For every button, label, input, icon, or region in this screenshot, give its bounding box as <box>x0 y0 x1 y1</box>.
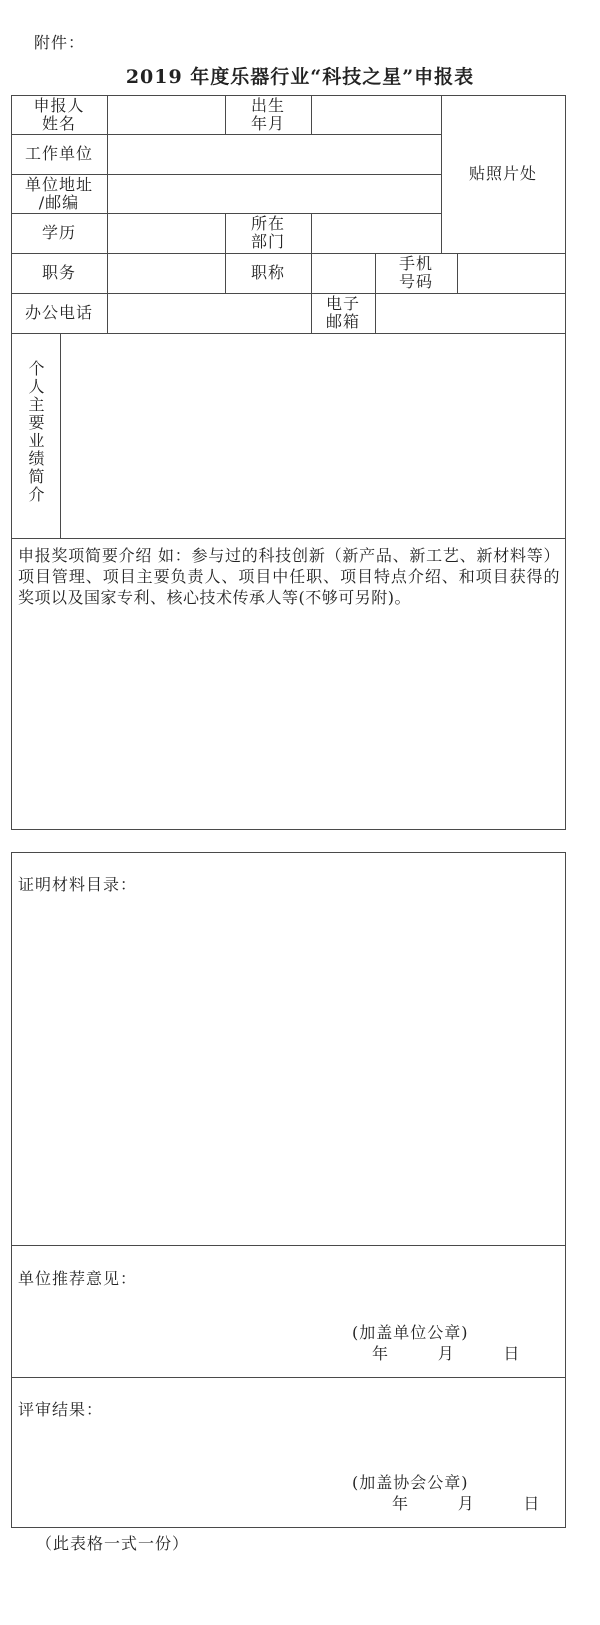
position-label: 职务 <box>41 263 76 282</box>
title-rank-field[interactable] <box>312 254 375 293</box>
work-unit-field[interactable] <box>108 135 441 174</box>
birth-date-field[interactable] <box>312 96 441 134</box>
photo-area[interactable]: 贴照片处 <box>468 164 537 183</box>
department-field[interactable] <box>312 214 441 253</box>
education-field[interactable] <box>108 214 225 253</box>
office-phone-label: 办公电话 <box>24 303 93 322</box>
email-field[interactable] <box>376 294 565 333</box>
unit-address-field[interactable] <box>108 175 441 213</box>
proof-list-label: 证明材料目录： <box>18 875 138 894</box>
award-intro-text: 申报奖项简要介绍 如：参与过的科技创新（新产品、新工艺、新材料等）项目管理、项目主要负责人、项目中任职、项目特点介绍、和项目获得的奖项以及国家专利、核心技术传承人等(不够可另附)。 <box>18 546 560 607</box>
association-seal-note: (加盖协会公章) <box>352 1473 469 1492</box>
education-label: 学历 <box>41 223 76 242</box>
unit-date: 年 月 日 <box>372 1344 521 1363</box>
department-label: 所在 部门 <box>250 214 285 251</box>
attachment-label: 附件： <box>34 33 86 52</box>
review-date: 年 月 日 <box>392 1494 541 1513</box>
birth-date-label: 出生 年月 <box>250 95 285 133</box>
work-unit-label: 工作单位 <box>24 144 93 163</box>
review-result-label: 评审结果： <box>18 1400 104 1419</box>
award-intro-field[interactable] <box>12 615 565 829</box>
form-title: 2019 年度乐器行业“科技之星”申报表 <box>125 66 475 88</box>
achievements-label: 个人主要业绩简介 <box>26 360 45 504</box>
unit-recommend-label: 单位推荐意见： <box>18 1269 138 1288</box>
office-phone-field[interactable] <box>108 294 311 333</box>
mobile-field[interactable] <box>458 254 565 293</box>
unit-address-label: 单位地址 /邮编 <box>24 174 93 212</box>
applicant-name-field[interactable] <box>108 96 225 134</box>
proof-list-field[interactable] <box>12 900 565 1245</box>
mobile-label: 手机 号码 <box>398 254 433 291</box>
email-label: 电子 邮箱 <box>325 294 360 331</box>
footer-note: （此表格一式一份） <box>36 1534 190 1553</box>
achievements-field[interactable] <box>61 334 565 538</box>
title-rank-label: 职称 <box>250 263 285 282</box>
position-field[interactable] <box>108 254 225 293</box>
applicant-name-label: 申报人 姓名 <box>33 95 85 133</box>
unit-seal-note: (加盖单位公章) <box>352 1323 469 1342</box>
